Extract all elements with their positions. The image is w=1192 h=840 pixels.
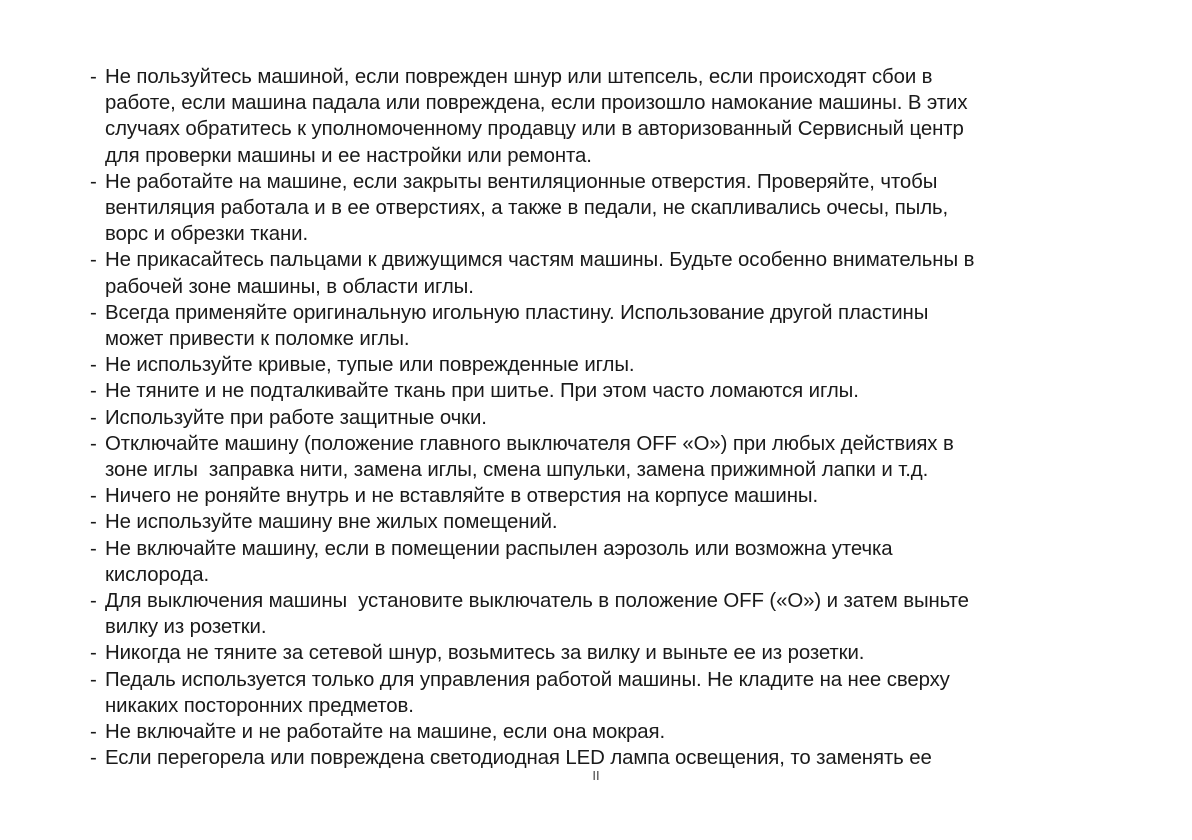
bullet-dash: - bbox=[90, 511, 97, 534]
list-item-text bbox=[105, 588, 1120, 640]
list-item-text bbox=[105, 169, 1120, 248]
text-line: Педаль используется только для управления работой машины. Не кладите на нее сверху bbox=[105, 668, 950, 691]
list-item bbox=[90, 169, 1120, 248]
bullet-dash: - bbox=[90, 170, 97, 193]
text-line: вилку из розетки. bbox=[105, 616, 267, 639]
text-line: может привести к поломке иглы. bbox=[105, 328, 410, 351]
text-line: рабочей зоне машины, в области иглы. bbox=[105, 275, 474, 298]
text-line: Не тяните и не подталкивайте ткань при шитье. При этом часто ломаются иглы. bbox=[105, 380, 859, 403]
text-line: Не включайте машину, если в помещении распылен аэрозоль или возможна утечка bbox=[105, 537, 893, 560]
bullet-dash: - bbox=[90, 721, 97, 744]
list-item bbox=[90, 719, 1120, 745]
text-line: Если перегорела или повреждена светодиодная LED лампа освещения, то заменять ее bbox=[105, 747, 932, 770]
text-line: Не прикасайтесь пальцами к движущимся частям машины. Будьте особенно внимательны в bbox=[105, 249, 975, 272]
text-line: зоне иглы заправка нити, замена иглы, смена шпульки, замена прижимной лапки и т.д. bbox=[105, 459, 929, 482]
page-number: II bbox=[592, 768, 600, 783]
list-item-text bbox=[105, 640, 1120, 666]
list-item bbox=[90, 483, 1120, 509]
bullet-dash: - bbox=[90, 354, 97, 377]
list-item bbox=[90, 300, 1120, 352]
text-line: случаях обратитесь к уполномоченному продавцу или в авторизованный Сервисный центр bbox=[105, 118, 964, 141]
list-item-text bbox=[105, 483, 1120, 509]
list-item bbox=[90, 247, 1120, 299]
list-item-text bbox=[105, 247, 1120, 299]
text-line: Не пользуйтесь машиной, если поврежден шнур или штепсель, если происходят сбои в bbox=[105, 66, 933, 88]
bullet-dash: - bbox=[90, 301, 97, 324]
list-item-text bbox=[105, 64, 1120, 169]
list-item bbox=[90, 378, 1120, 404]
list-item bbox=[90, 588, 1120, 640]
list-item-text bbox=[105, 667, 1120, 719]
text-line: Никогда не тяните за сетевой шнур, возьмитесь за вилку и выньте ее из розетки. bbox=[105, 642, 865, 665]
text-line: Ничего не роняйте внутрь и не вставляйте в отверстия на корпусе машины. bbox=[105, 485, 819, 508]
bullet-dash: - bbox=[90, 380, 97, 403]
list-item-text bbox=[105, 300, 1120, 352]
bullet-dash: - bbox=[90, 668, 97, 691]
bullet-dash: - bbox=[90, 66, 97, 88]
text-line: ворс и обрезки ткани. bbox=[105, 223, 309, 246]
text-line: Отключайте машину (положение главного выключателя OFF «O») при любых действиях в bbox=[105, 432, 954, 455]
list-item bbox=[90, 509, 1120, 535]
list-item bbox=[90, 431, 1120, 483]
text-line: Не включайте и не работайте на машине, если она мокрая. bbox=[105, 721, 666, 744]
safety-instructions-list bbox=[90, 64, 1120, 771]
bullet-dash: - bbox=[90, 590, 97, 613]
text-line: кислорода. bbox=[105, 563, 210, 586]
list-item bbox=[90, 640, 1120, 666]
list-item-text bbox=[105, 352, 1120, 378]
list-item-text bbox=[105, 378, 1120, 404]
text-line: Всегда применяйте оригинальную игольную пластину. Использование другой пластины bbox=[105, 301, 929, 324]
list-item-text bbox=[105, 405, 1120, 431]
bullet-dash: - bbox=[90, 432, 97, 455]
list-item-text bbox=[105, 509, 1120, 535]
text-line: Используйте при работе защитные очки. bbox=[105, 406, 487, 429]
list-item bbox=[90, 64, 1120, 169]
bullet-dash: - bbox=[90, 485, 97, 508]
text-line: Не используйте кривые, тупые или поврежденные иглы. bbox=[105, 354, 635, 377]
list-item bbox=[90, 536, 1120, 588]
text-line: Не используйте машину вне жилых помещений. bbox=[105, 511, 558, 534]
text-line: работе, если машина падала или повреждена, если произошло намокание машины. В этих bbox=[105, 92, 968, 115]
text-line: для проверки машины и ее настройки или ремонта. bbox=[105, 144, 592, 167]
list-item bbox=[90, 405, 1120, 431]
text-line: Для выключения машины установите выключатель в положение OFF («O») и затем выньте bbox=[105, 590, 969, 613]
list-item-text bbox=[105, 536, 1120, 588]
list-item-text bbox=[105, 431, 1120, 483]
text-line: никаких посторонних предметов. bbox=[105, 694, 414, 717]
list-item bbox=[90, 352, 1120, 378]
list-item bbox=[90, 667, 1120, 719]
bullet-dash: - bbox=[90, 642, 97, 665]
text-line: Не работайте на машине, если закрыты вентиляционные отверстия. Проверяйте, чтобы bbox=[105, 170, 938, 193]
bullet-dash: - bbox=[90, 747, 97, 770]
bullet-dash: - bbox=[90, 249, 97, 272]
bullet-dash: - bbox=[90, 406, 97, 429]
list-item-text bbox=[105, 719, 1120, 745]
text-line: вентиляция работала и в ее отверстиях, а также в педали, не скапливались очесы, пыль, bbox=[105, 197, 949, 220]
bullet-dash: - bbox=[90, 537, 97, 560]
